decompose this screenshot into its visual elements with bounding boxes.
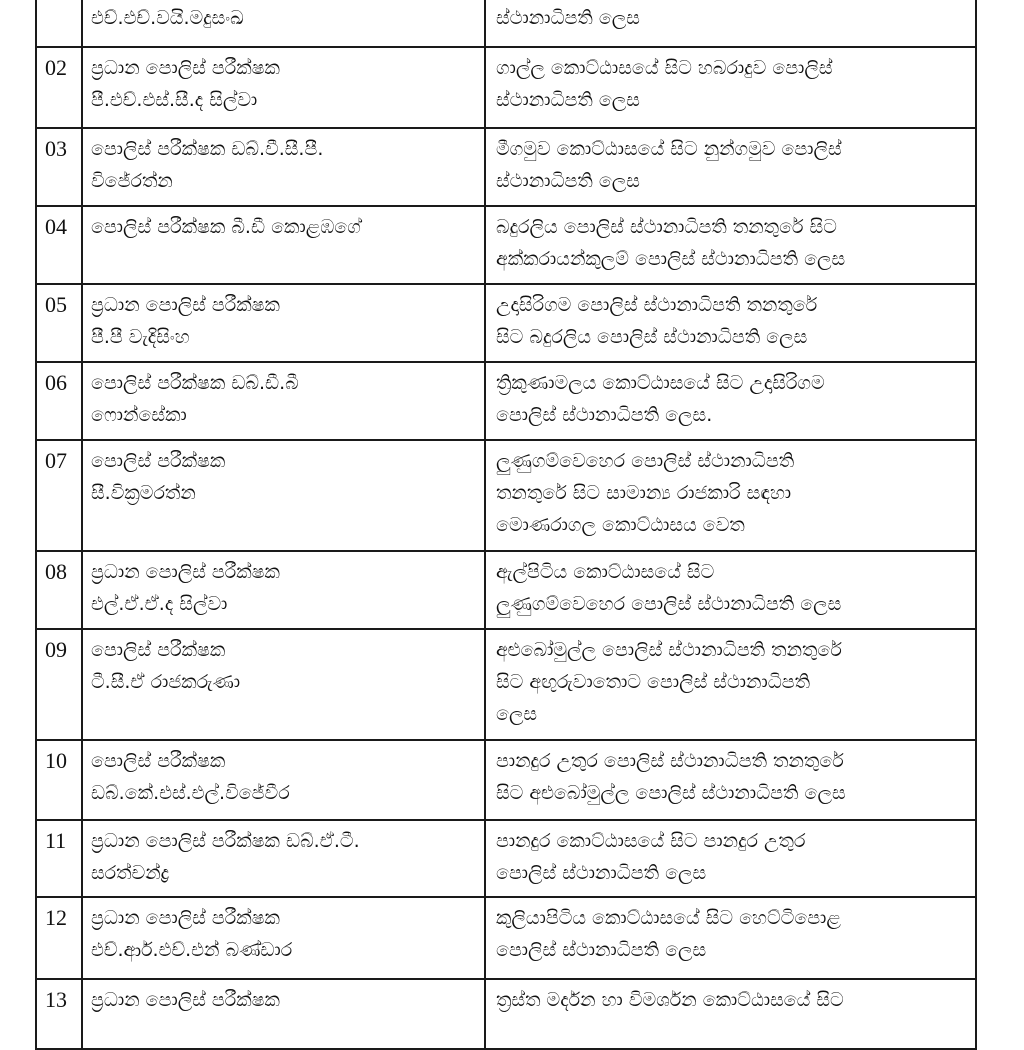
table-row — [36, 820, 976, 897]
name-line: පොලිස් පරීක්ෂක ඩබ්.ඩී.බී — [91, 372, 299, 394]
transfer-line: ලුණුගම්වෙහෙර පොලිස් ස්ථානාධිපති — [496, 450, 795, 472]
officer-name — [82, 206, 485, 284]
transfer-line: ලෙස — [496, 703, 538, 725]
transfer-line: පානදුර කොට්ඨාසයේ සිට පානදුර උතුර — [496, 830, 806, 852]
transfer-line: ලුණුගම්වෙහෙර පොලිස් ස්ථානාධිපති ලෙස — [496, 593, 842, 615]
table-body — [36, 0, 976, 1049]
row-number: 04 — [36, 206, 82, 284]
row-number: 05 — [36, 284, 82, 362]
officer-name — [82, 440, 485, 551]
row-number: 12 — [36, 897, 82, 979]
transfer-details — [485, 206, 976, 284]
row-number: 09 — [36, 629, 82, 740]
table-row — [36, 206, 976, 284]
name-line: පොලිස් පරීක්ෂක බී.ඩී කොළඹගේ — [91, 216, 361, 238]
officer-name — [82, 128, 485, 206]
table-row — [36, 629, 976, 740]
officer-name — [82, 740, 485, 820]
name-line: එල්.ඒ.ඒ.ද සිල්වා — [91, 593, 228, 615]
row-number: 07 — [36, 440, 82, 551]
transfer-line: ත්‍රස්ත මර්දන හා විමර්ශන කොට්ඨාසයේ සිට — [496, 989, 844, 1011]
name-line: පොලිස් පරීක්ෂක — [91, 750, 226, 772]
transfer-line: ගාල්ල කොට්ඨාසයේ සිට හබරාදුව පොලිස් — [496, 57, 833, 79]
transfer-line: මීගමුව කොට්ඨාසයේ සිට නුන්ගමුව පොලිස් — [496, 138, 842, 160]
transfer-details — [485, 0, 976, 47]
row-number: 08 — [36, 551, 82, 629]
transfer-line: පොලිස් ස්ථානාධිපති ලෙස — [496, 862, 707, 884]
name-line: ප්‍රධාන පොලිස් පරීක්ෂක ඩබ්.ඒ.ටී. — [91, 830, 360, 852]
transfer-line: ස්ථානාධිපති ලෙස — [496, 7, 640, 29]
transfer-details — [485, 47, 976, 128]
transfer-details — [485, 551, 976, 629]
name-line: ෆොන්සේකා — [91, 404, 187, 426]
officer-name — [82, 979, 485, 1049]
transfer-line: සිට බදුරලිය පොලිස් ස්ථානාධිපති ලෙස — [496, 326, 808, 348]
row-number: 06 — [36, 362, 82, 440]
transfer-line: පානදුර උතුර පොලිස් ස්ථානාධිපති තනතුරේ — [496, 750, 844, 772]
officer-name — [82, 362, 485, 440]
officer-name — [82, 820, 485, 897]
transfer-details — [485, 979, 976, 1049]
transfer-table — [35, 0, 977, 1050]
transfer-line: පොලිස් ස්ථානාධිපති ලෙස — [496, 939, 707, 961]
transfer-details — [485, 362, 976, 440]
name-line: ඩබ්.කේ.එස්.එල්.විජේවීර — [91, 782, 290, 804]
name-line: පොලිස් පරීක්ෂක — [91, 450, 226, 472]
name-line: ප්‍රධාන පොලිස් පරීක්ෂක — [91, 561, 280, 583]
transfer-details — [485, 284, 976, 362]
table-row — [36, 47, 976, 128]
transfer-line: සිට අඟුරුවාතොට පොලිස් ස්ථානාධිපති — [496, 671, 811, 693]
table-row — [36, 979, 976, 1049]
officer-name — [82, 551, 485, 629]
name-line: විජේරත්න — [91, 170, 173, 192]
transfer-line: මොණරාගල කොට්ඨාසය වෙත — [496, 514, 745, 536]
transfer-details — [485, 128, 976, 206]
name-line: සරත්චන්ද්‍ර — [91, 862, 170, 884]
transfer-line: ස්ථානාධිපති ලෙස — [496, 170, 640, 192]
name-line: ප්‍රධාන පොලිස් පරීක්ෂක — [91, 57, 280, 79]
name-line: ටී.සී.ඒ රාජකරුණා — [91, 671, 241, 693]
name-line: ප්‍රධාන පොලිස් පරීක්ෂක — [91, 907, 280, 929]
table-row — [36, 551, 976, 629]
name-line: ප්‍රධාන පොලිස් පරීක්ෂක — [91, 989, 280, 1011]
name-line: පොලිස් පරීක්ෂක — [91, 639, 226, 661]
name-line: සී.වික්‍රමරත්න — [91, 482, 196, 504]
row-number — [36, 0, 82, 47]
transfer-line: බදුරලිය පොලිස් ස්ථානාධිපති තනතුරේ සිට — [496, 216, 837, 238]
transfer-details — [485, 629, 976, 740]
name-line: ප්‍රධාන පොලිස් පරීක්ෂක — [91, 294, 280, 316]
row-number: 13 — [36, 979, 82, 1049]
table-row — [36, 897, 976, 979]
table-row — [36, 128, 976, 206]
row-number: 11 — [36, 820, 82, 897]
transfer-line: ත්‍රිකුණාමලය කොට්ඨාසයේ සිට උදාසිරිගම — [496, 372, 825, 394]
transfer-line: සිට අළුබෝමුල්ල පොලිස් ස්ථානාධිපති ලෙස — [496, 782, 846, 804]
officer-name — [82, 629, 485, 740]
table-row — [36, 0, 976, 47]
table-row — [36, 440, 976, 551]
table-row — [36, 740, 976, 820]
transfer-line: ස්ථානාධිපති ලෙස — [496, 89, 640, 111]
name-line: පොලිස් පරීක්ෂක ඩබ්.වී.සී.පී. — [91, 138, 324, 160]
transfer-line: ඇල්පිටිය කොට්ඨාසයේ සිට — [496, 561, 715, 583]
officer-name — [82, 284, 485, 362]
row-number: 10 — [36, 740, 82, 820]
transfer-line: තනතුරේ සිට සාමාන්‍ය රාජකාරි සඳහා — [496, 482, 792, 504]
table-row — [36, 362, 976, 440]
name-line: පී.එච්.එස්.සී.ද සිල්වා — [91, 89, 258, 111]
row-number: 02 — [36, 47, 82, 128]
transfer-line: පොලිස් ස්ථානාධිපති ලෙස. — [496, 404, 713, 426]
name-line: එච්.ආර්.එච්.එන් බණ්ඩාර — [91, 939, 293, 961]
name-line: එච්.එච්.වයි.මදුසංඛ — [91, 7, 244, 29]
name-line: පී.පී වැදිසිංහ — [91, 326, 190, 348]
transfer-details — [485, 820, 976, 897]
transfer-details — [485, 740, 976, 820]
transfer-details — [485, 897, 976, 979]
transfer-details — [485, 440, 976, 551]
row-number: 03 — [36, 128, 82, 206]
officer-name — [82, 897, 485, 979]
transfer-line: කුලියාපිටිය කොට්ඨාසයේ සිට හෙට්ටිපොළ — [496, 907, 841, 929]
table-row — [36, 284, 976, 362]
transfer-line: අළුබෝමුල්ල පොලිස් ස්ථානාධිපති තනතුරේ — [496, 639, 842, 661]
officer-name — [82, 47, 485, 128]
officer-name — [82, 0, 485, 47]
transfer-line: උදාසිරිගම පොලිස් ස්ථානාධිපති තනතුරේ — [496, 294, 818, 316]
transfer-line: අක්කරායන්කුලම් පොලිස් ස්ථානාධිපති ලෙස — [496, 248, 846, 270]
